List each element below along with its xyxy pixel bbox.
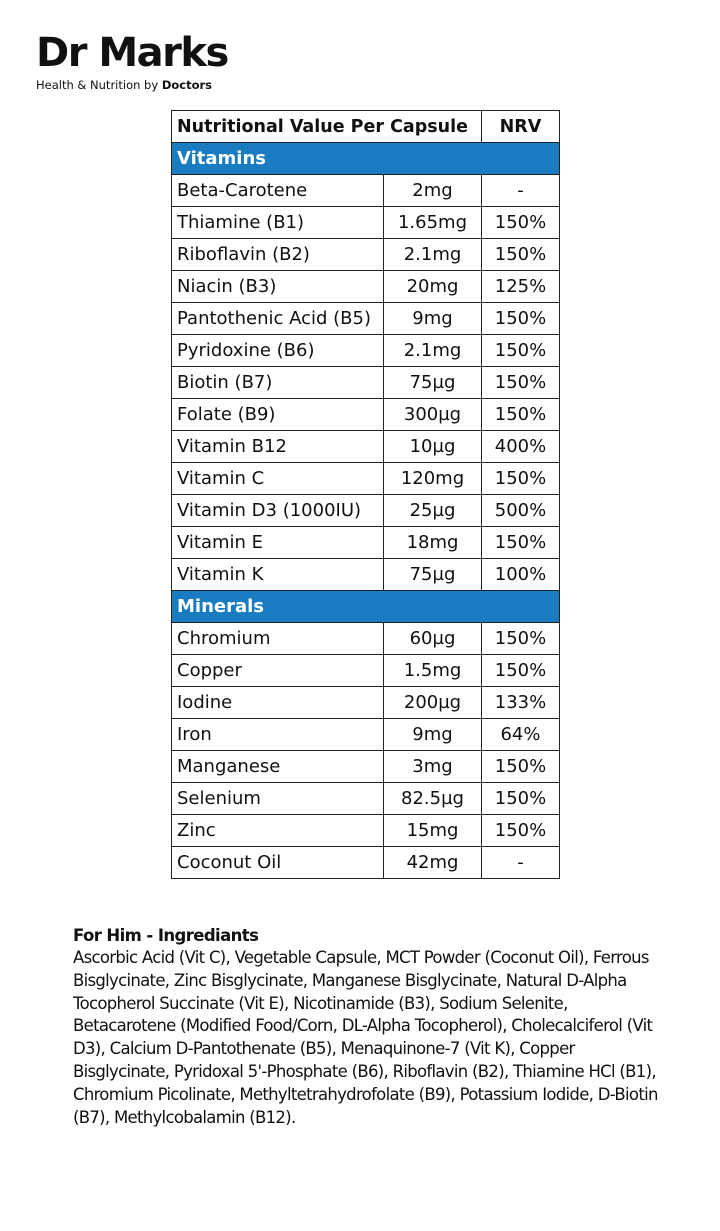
nutrient-nrv: - [482, 847, 560, 879]
table-header-row [172, 111, 560, 143]
nutrient-amount: 25µg [384, 495, 482, 527]
nutrient-amount: 75µg [384, 559, 482, 591]
nutrient-amount: 20mg [384, 271, 482, 303]
nutrient-amount: 9mg [384, 303, 482, 335]
table-row [172, 399, 560, 431]
nutrient-name: Riboflavin (B2) [172, 239, 384, 271]
nutrient-name: Manganese [172, 751, 384, 783]
table-row [172, 207, 560, 239]
nutrient-nrv: 150% [482, 207, 560, 239]
nutrient-name: Zinc [172, 815, 384, 847]
table-row [172, 239, 560, 271]
nutrient-nrv: 150% [482, 239, 560, 271]
nutrient-name: Vitamin C [172, 463, 384, 495]
nutrient-name: Selenium [172, 783, 384, 815]
nutrient-name: Chromium [172, 623, 384, 655]
table-row [172, 175, 560, 207]
nutrient-amount: 200µg [384, 687, 482, 719]
nutrient-amount: 60µg [384, 623, 482, 655]
table-row [172, 463, 560, 495]
nutrient-amount: 2.1mg [384, 335, 482, 367]
nutrient-amount: 1.5mg [384, 655, 482, 687]
nutrient-nrv: - [482, 175, 560, 207]
nutrient-amount: 15mg [384, 815, 482, 847]
brand-name: Dr Marks [36, 30, 228, 76]
table-row [172, 367, 560, 399]
nutrient-nrv: 150% [482, 783, 560, 815]
nutrient-nrv: 150% [482, 463, 560, 495]
section-title: Minerals [172, 591, 560, 623]
nutrient-nrv: 150% [482, 367, 560, 399]
nutrient-nrv: 150% [482, 751, 560, 783]
nutrient-name: Biotin (B7) [172, 367, 384, 399]
table-row [172, 495, 560, 527]
section-title: Vitamins [172, 143, 560, 175]
nutrient-amount: 75µg [384, 367, 482, 399]
nutrient-name: Folate (B9) [172, 399, 384, 431]
nutrient-name: Vitamin K [172, 559, 384, 591]
table-row [172, 783, 560, 815]
brand-tagline-bold: Doctors [161, 78, 212, 92]
nutrient-nrv: 150% [482, 335, 560, 367]
table-row [172, 815, 560, 847]
section-header-row [172, 143, 560, 175]
section-header-row [172, 591, 560, 623]
nutrient-nrv: 500% [482, 495, 560, 527]
nutrient-nrv: 150% [482, 655, 560, 687]
nutrient-amount: 9mg [384, 719, 482, 751]
table-row [172, 687, 560, 719]
nutrient-name: Coconut Oil [172, 847, 384, 879]
nutrient-amount: 18mg [384, 527, 482, 559]
table-row [172, 527, 560, 559]
nutrient-name: Thiamine (B1) [172, 207, 384, 239]
nutrient-nrv: 400% [482, 431, 560, 463]
nutrient-nrv: 64% [482, 719, 560, 751]
nutrient-amount: 82.5µg [384, 783, 482, 815]
brand-logo [36, 30, 228, 92]
nutrient-name: Copper [172, 655, 384, 687]
nutrient-amount: 300µg [384, 399, 482, 431]
table-header-nrv: NRV [482, 111, 560, 143]
table-row [172, 431, 560, 463]
table-row [172, 623, 560, 655]
nutrient-name: Iodine [172, 687, 384, 719]
ingredients-text: Ascorbic Acid (Vit C), Vegetable Capsule, MCT Powder (Coconut Oil), Ferrous Bisglycinate, Zinc Bisglycinate, Manganese Bisglycinate, Natural D-Alpha Tocopherol Succinate (Vit E), Nicotinamide (B3), Sodium Selenite, Betacarotene (Modified Food/Corn, DL-Alpha Tocopherol), Cholecalciferol (Vit D3), Calcium D-Pantothenate (B5), Menaquinone-7 (Vit K), Copper Bisglycinate, Pyridoxal 5'-Phosphate (B6), Riboflavin (B2), Thiamine HCl (B1), Chromium Picolinate, Methyltetrahydrofolate (B9), Potassium Iodide, D-Biotin (B7), Methylcobalamin (B12). [73, 948, 658, 1127]
nutrient-amount: 2mg [384, 175, 482, 207]
table-row [172, 335, 560, 367]
nutrient-amount: 120mg [384, 463, 482, 495]
nutrient-amount: 2.1mg [384, 239, 482, 271]
nutrient-nrv: 150% [482, 303, 560, 335]
table-row [172, 847, 560, 879]
nutrient-nrv: 150% [482, 623, 560, 655]
nutrient-nrv: 100% [482, 559, 560, 591]
table-row [172, 655, 560, 687]
nutrient-name: Vitamin E [172, 527, 384, 559]
nutrient-amount: 10µg [384, 431, 482, 463]
nutrient-amount: 3mg [384, 751, 482, 783]
table-row [172, 559, 560, 591]
nutrient-nrv: 150% [482, 527, 560, 559]
nutrient-amount: 1.65mg [384, 207, 482, 239]
table-header-title: Nutritional Value Per Capsule [172, 111, 482, 143]
nutrition-table [171, 110, 560, 879]
nutrition-table-body [172, 143, 560, 879]
nutrient-name: Pantothenic Acid (B5) [172, 303, 384, 335]
table-row [172, 303, 560, 335]
brand-tagline-prefix: Health & Nutrition by [36, 78, 162, 92]
table-row [172, 271, 560, 303]
brand-tagline [36, 78, 228, 92]
nutrient-nrv: 133% [482, 687, 560, 719]
table-row [172, 719, 560, 751]
nutrient-nrv: 150% [482, 815, 560, 847]
nutrient-name: Vitamin D3 (1000IU) [172, 495, 384, 527]
nutrient-name: Niacin (B3) [172, 271, 384, 303]
nutrient-name: Beta-Carotene [172, 175, 384, 207]
nutrient-nrv: 125% [482, 271, 560, 303]
nutrient-name: Pyridoxine (B6) [172, 335, 384, 367]
nutrient-amount: 42mg [384, 847, 482, 879]
nutrient-name: Iron [172, 719, 384, 751]
ingredients-section [73, 925, 673, 1129]
ingredients-title: For Him - Ingrediants [73, 926, 259, 945]
nutrient-name: Vitamin B12 [172, 431, 384, 463]
table-row [172, 751, 560, 783]
nutrient-nrv: 150% [482, 399, 560, 431]
